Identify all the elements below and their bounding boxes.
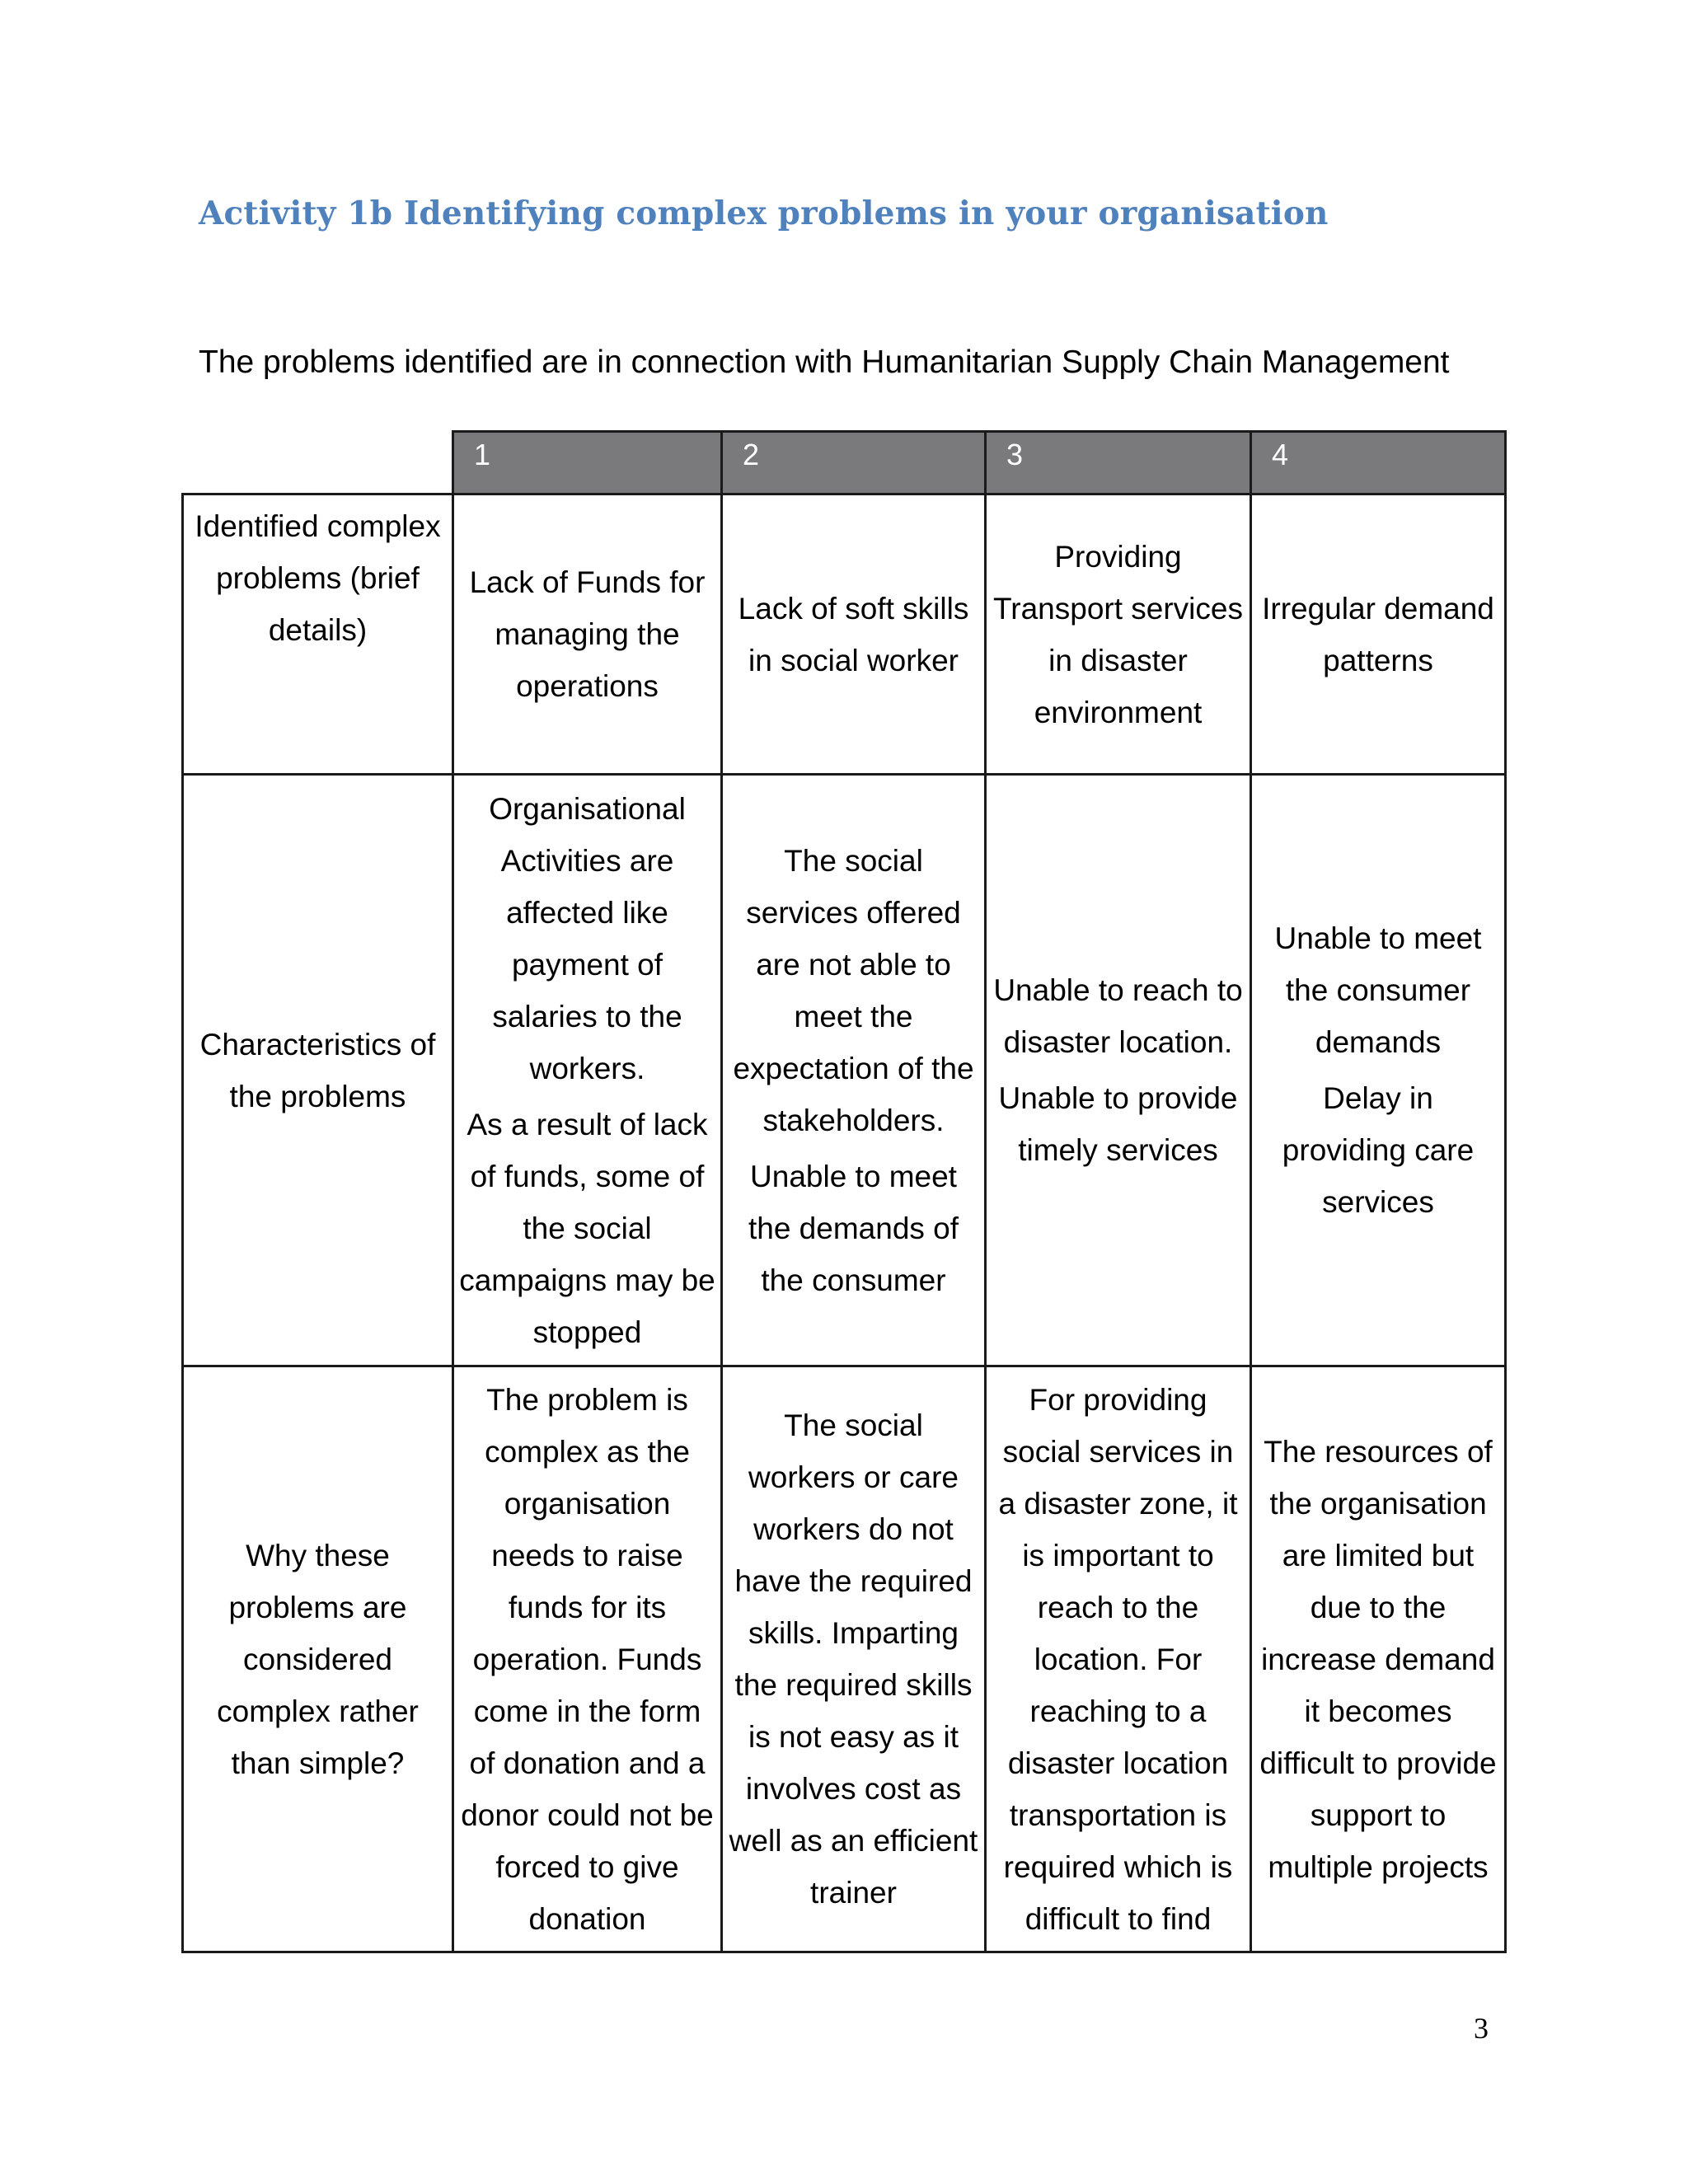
table-cell: Unable to reach to disaster location. Unable to provide timely services <box>984 773 1250 1365</box>
table-cell: The social services offered are not able to meet the expectation of the stakeholders. Unable to meet the demands of the consumer <box>720 773 984 1365</box>
column-header-label: 4 <box>1272 438 1289 471</box>
table-cell: Unable to meet the consumer demands Delay in providing care services <box>1250 773 1507 1365</box>
column-header-1 <box>452 430 720 494</box>
column-header-label: 2 <box>743 438 760 471</box>
table-cell: The resources of the organisation are limited but due to the increase demand it becomes difficult to provide support to multiple projects <box>1250 1365 1507 1953</box>
table-cell: The social workers or care workers do not have the required skills. Imparting the required skills is not easy as it involves cost as well as an efficient trainer <box>720 1365 984 1953</box>
intro-text: The problems identified are in connection with Humanitarian Supply Chain Management <box>199 344 1450 380</box>
table-cell: The problem is complex as the organisation needs to raise funds for its operation. Funds come in the form of donation and a donor could not be forced to give donation <box>452 1365 720 1953</box>
row-label-why-complex: Why these problems are considered complex rather than simple? <box>181 1365 452 1953</box>
table-cell: Lack of soft skills in social worker <box>720 493 984 773</box>
table-cell: Irregular demand patterns <box>1250 493 1507 773</box>
column-header-label: 1 <box>474 438 491 471</box>
column-header-4 <box>1250 430 1507 494</box>
table-cell: Lack of Funds for managing the operations <box>452 493 720 773</box>
problems-table <box>181 430 1507 1953</box>
activity-heading: Activity 1b Identifying complex problems in your organisation <box>199 194 1329 232</box>
table-cell: For providing social services in a disaster zone, it is important to reach to the location. For reaching to a disaster location transportation is required which is difficult to find <box>984 1365 1250 1953</box>
table-cell: Organisational Activities are affected like payment of salaries to the workers. As a result of lack of funds, some of the social campaigns may be stopped <box>452 773 720 1365</box>
column-header-2 <box>720 430 984 494</box>
column-header-3 <box>984 430 1250 494</box>
row-label-characteristics: Characteristics of the problems <box>181 773 452 1365</box>
row-label-identified-problems: Identified complex problems (brief details) <box>181 493 452 773</box>
page-number: 3 <box>1474 2012 1489 2045</box>
table-cell: Providing Transport services in disaster environment <box>984 493 1250 773</box>
column-header-label: 3 <box>1006 438 1024 471</box>
